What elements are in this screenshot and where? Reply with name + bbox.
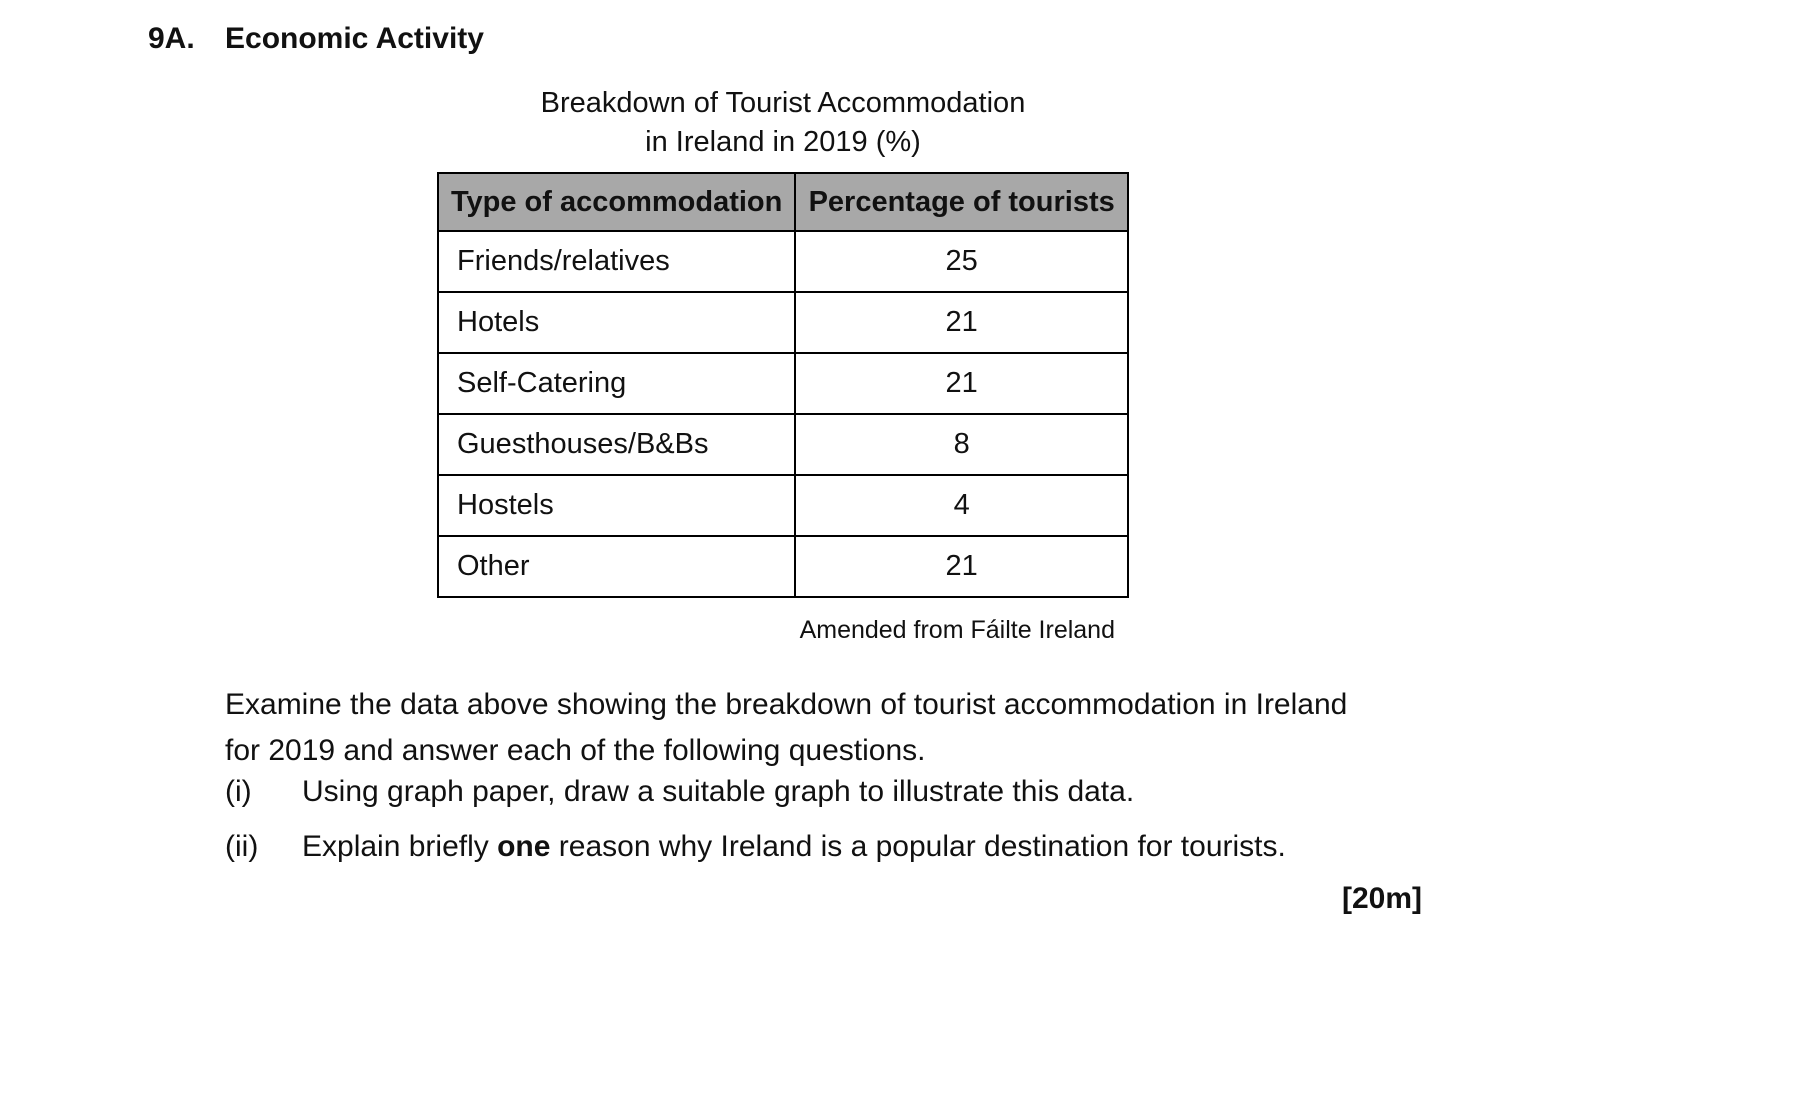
table-row xyxy=(438,231,1128,292)
header-percentage-of-tourists: Percentage of tourists xyxy=(795,173,1128,231)
cell-percentage: 21 xyxy=(795,292,1128,353)
cell-type: Friends/relatives xyxy=(438,231,795,292)
cell-percentage: 25 xyxy=(795,231,1128,292)
table-title xyxy=(437,84,1129,162)
cell-percentage: 8 xyxy=(795,414,1128,475)
table-source-caption: Amended from Fáilte Ireland xyxy=(799,616,1115,644)
question-heading xyxy=(148,22,484,56)
cell-type: Hostels xyxy=(438,475,795,536)
table-header-row xyxy=(438,173,1128,231)
table-row xyxy=(438,414,1128,475)
question-title: Economic Activity xyxy=(225,22,484,55)
item-label: (i) xyxy=(225,775,252,808)
cell-type: Guesthouses/B&Bs xyxy=(438,414,795,475)
item-text-before: Explain briefly xyxy=(302,830,498,863)
marks-label: [20m] xyxy=(1341,882,1422,915)
table-row xyxy=(438,292,1128,353)
cell-type: Hotels xyxy=(438,292,795,353)
question-item-ii xyxy=(225,830,1286,864)
cell-percentage: 4 xyxy=(795,475,1128,536)
table-row xyxy=(438,475,1128,536)
cell-percentage: 21 xyxy=(795,536,1128,597)
cell-type: Other xyxy=(438,536,795,597)
question-number: 9A. xyxy=(148,22,195,55)
intro-paragraph: Examine the data above showing the breakdown of tourist accommodation in Ireland for 2019 and answer each of the following questions. xyxy=(225,688,1348,767)
table-row xyxy=(438,353,1128,414)
accommodation-table xyxy=(437,172,1129,598)
item-text: Using graph paper, draw a suitable graph to illustrate this data. xyxy=(302,775,1135,808)
item-text-bold: one xyxy=(497,830,551,863)
table-block xyxy=(437,84,1129,645)
item-label: (ii) xyxy=(225,830,259,863)
cell-type: Self-Catering xyxy=(438,353,795,414)
question-item-i xyxy=(225,775,1134,809)
item-text-after: reason why Ireland is a popular destination for tourists. xyxy=(550,830,1286,863)
table-row xyxy=(438,536,1128,597)
table-title-line2: in Ireland in 2019 (%) xyxy=(645,126,921,158)
table-title-line1: Breakdown of Tourist Accommodation xyxy=(540,87,1026,119)
header-type-of-accommodation: Type of accommodation xyxy=(438,173,795,231)
cell-percentage: 21 xyxy=(795,353,1128,414)
item-text xyxy=(302,830,1286,864)
